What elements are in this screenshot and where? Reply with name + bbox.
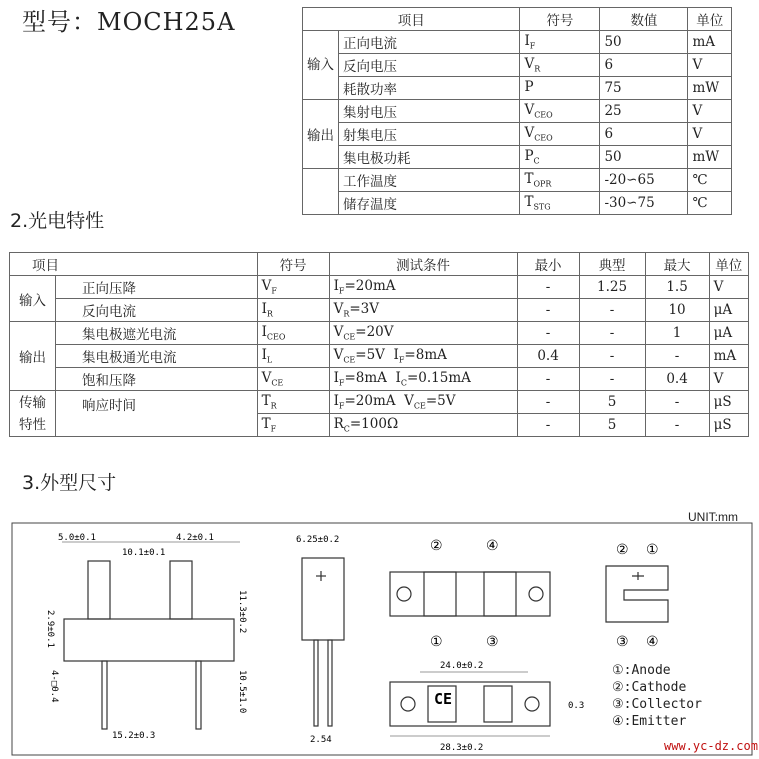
top-view xyxy=(390,572,550,616)
table-row: 储存温度 $T_{STG}$ -30∽75 ℃ xyxy=(303,192,732,215)
group-label: 输入 xyxy=(303,31,339,100)
dim-label: 4.2±0.1 xyxy=(176,533,214,543)
group-label: 输出 xyxy=(10,322,56,391)
pin-label: ③ xyxy=(616,634,629,650)
schematic-view xyxy=(606,566,668,622)
bottom-view xyxy=(390,672,550,736)
pin-legend: ①:Anode ②:Cathode ③:Collector ④:Emitter xyxy=(612,663,702,729)
section-3-heading: 3.外型尺寸 xyxy=(22,472,117,494)
pin-label: ① xyxy=(430,634,443,650)
ce-mark: CE xyxy=(434,690,453,708)
ratings-table xyxy=(302,7,732,215)
side-view xyxy=(62,542,240,729)
table-header-row: 项目 符号 数值 单位 xyxy=(303,8,732,31)
unit-label: UNIT:mm xyxy=(688,510,738,524)
footer-watermark: www.yc-dz.com xyxy=(664,739,758,753)
pin-label: ③ xyxy=(486,634,499,650)
table-row: 传输特性 响应时间 $T_R$ $I_F=20mA$ $V_{CE}=5V$ - 5 - μS xyxy=(10,391,749,414)
dim-label: 5.0±0.1 xyxy=(58,533,96,543)
table-row: 耗散功率 P 75 mW xyxy=(303,77,732,100)
pin-label: ② xyxy=(430,538,443,554)
table-header-row: 项目 符号 测试条件 最小 典型 最大 单位 xyxy=(10,253,749,276)
table-row: 反向电压 $V_R$ 6 V xyxy=(303,54,732,77)
table-row: 工作温度 $T_{OPR}$ -20∽65 ℃ xyxy=(303,169,732,192)
dim-label: 2.9±0.1 xyxy=(45,610,55,648)
end-view xyxy=(302,558,344,726)
dim-label: 10.1±0.1 xyxy=(122,548,166,558)
table-row: 射集电压 $V_{CEO}$ 6 V xyxy=(303,123,732,146)
section-2-heading: 2.光电特性 xyxy=(10,210,105,232)
dim-label: 15.2±0.3 xyxy=(112,731,156,741)
table-row: 输入 正向压降 $V_F$ $I_F=20mA$ - 1.25 1.5 V xyxy=(10,276,749,299)
pin-label: ① xyxy=(646,542,659,558)
dim-label: 6.25±0.2 xyxy=(296,535,340,545)
group-label: 输出 xyxy=(303,100,339,169)
dim-label: 0.3 xyxy=(568,701,585,711)
dim-label: 28.3±0.2 xyxy=(440,743,484,753)
table-row: 输出 集电极遮光电流 $I_{CEO}$ $V_{CE}=20V$ - - 1 μA xyxy=(10,322,749,345)
table-row: 输出 集射电压 $V_{CEO}$ 25 V xyxy=(303,100,732,123)
dim-label: 11.3±0.2 xyxy=(237,590,247,634)
pin-label: ② xyxy=(616,542,629,558)
table-row: 集电极通光电流 $I_L$ $V_{CE}=5V$ $I_F=8mA$ 0.4 - - mA xyxy=(10,345,749,368)
pin-label: ④ xyxy=(486,538,499,554)
group-label: 传输特性 xyxy=(10,391,56,437)
table-row: 集电极功耗 $P_C$ 50 mW xyxy=(303,146,732,169)
dim-label: 2.54 xyxy=(310,735,332,745)
table-row: 饱和压降 $V_{CE}$ $I_F=8mA$ $I_C=0.15mA$ - - 0.4 V xyxy=(10,368,749,391)
pin-label: ④ xyxy=(646,634,659,650)
group-label: 输入 xyxy=(10,276,56,322)
dim-label: 10.5±1.0 xyxy=(237,670,247,714)
dim-label: 4-□0.4 xyxy=(49,670,59,703)
characteristics-table xyxy=(9,252,749,437)
table-row: 反向电流 $I_R$ $V_R=3V$ - - 10 μA xyxy=(10,299,749,322)
table-row: $T_F$ $R_C=100\Omega$ - 5 - μS xyxy=(10,414,749,437)
table-row: 输入 正向电流 $I_F$ 50 mA xyxy=(303,31,732,54)
dim-label: 24.0±0.2 xyxy=(440,661,484,671)
model-title: 型号：MOCH25A xyxy=(22,8,236,36)
